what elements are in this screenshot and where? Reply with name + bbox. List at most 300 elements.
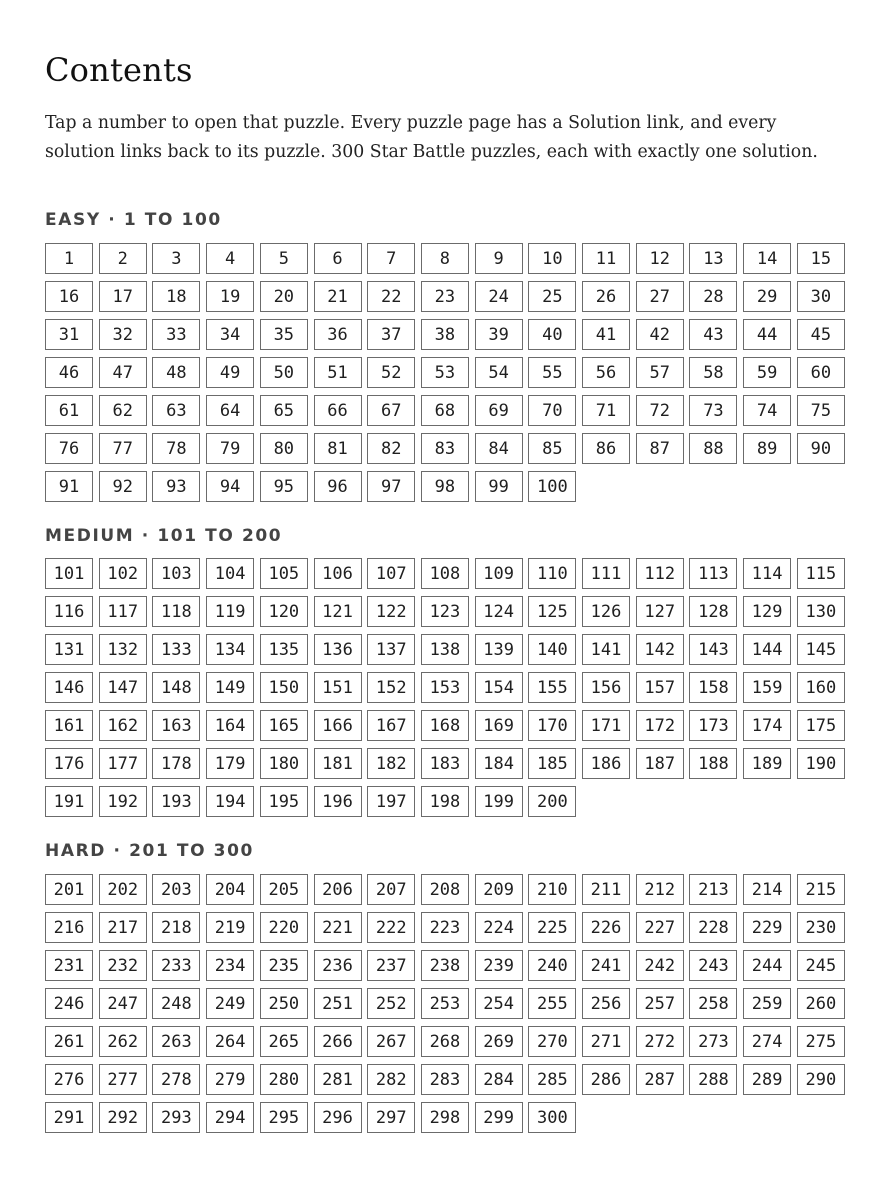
puzzle-link[interactable]: 61 xyxy=(45,395,93,426)
puzzle-link[interactable]: 9 xyxy=(475,243,523,274)
puzzle-link[interactable]: 11 xyxy=(582,243,630,274)
puzzle-link[interactable]: 87 xyxy=(636,433,684,464)
puzzle-link[interactable]: 47 xyxy=(99,357,147,388)
puzzle-link[interactable]: 266 xyxy=(314,1026,362,1057)
puzzle-link[interactable]: 282 xyxy=(367,1064,415,1095)
puzzle-link[interactable]: 199 xyxy=(475,786,523,817)
puzzle-link[interactable]: 22 xyxy=(367,281,415,312)
puzzle-link[interactable]: 98 xyxy=(421,471,469,502)
puzzle-link[interactable]: 140 xyxy=(528,634,576,665)
puzzle-link[interactable]: 96 xyxy=(314,471,362,502)
puzzle-link[interactable]: 298 xyxy=(421,1102,469,1133)
puzzle-link[interactable]: 270 xyxy=(528,1026,576,1057)
puzzle-link[interactable]: 49 xyxy=(206,357,254,388)
puzzle-link[interactable]: 45 xyxy=(797,319,845,350)
puzzle-link[interactable]: 23 xyxy=(421,281,469,312)
puzzle-link[interactable]: 200 xyxy=(528,786,576,817)
puzzle-link[interactable]: 163 xyxy=(152,710,200,741)
puzzle-link[interactable]: 297 xyxy=(367,1102,415,1133)
puzzle-link[interactable]: 290 xyxy=(797,1064,845,1095)
puzzle-link[interactable]: 265 xyxy=(260,1026,308,1057)
puzzle-link[interactable]: 60 xyxy=(797,357,845,388)
puzzle-link[interactable]: 132 xyxy=(99,634,147,665)
puzzle-link[interactable]: 19 xyxy=(206,281,254,312)
puzzle-link[interactable]: 153 xyxy=(421,672,469,703)
puzzle-link[interactable]: 125 xyxy=(528,596,576,627)
puzzle-link[interactable]: 165 xyxy=(260,710,308,741)
puzzle-link[interactable]: 10 xyxy=(528,243,576,274)
puzzle-link[interactable]: 210 xyxy=(528,874,576,905)
puzzle-link[interactable]: 211 xyxy=(582,874,630,905)
puzzle-link[interactable]: 299 xyxy=(475,1102,523,1133)
puzzle-link[interactable]: 114 xyxy=(743,558,791,589)
puzzle-link[interactable]: 267 xyxy=(367,1026,415,1057)
puzzle-link[interactable]: 166 xyxy=(314,710,362,741)
puzzle-link[interactable]: 190 xyxy=(797,748,845,779)
puzzle-link[interactable]: 251 xyxy=(314,988,362,1019)
puzzle-link[interactable]: 207 xyxy=(367,874,415,905)
puzzle-link[interactable]: 52 xyxy=(367,357,415,388)
puzzle-link[interactable]: 203 xyxy=(152,874,200,905)
puzzle-link[interactable]: 149 xyxy=(206,672,254,703)
puzzle-link[interactable]: 85 xyxy=(528,433,576,464)
puzzle-link[interactable]: 32 xyxy=(99,319,147,350)
puzzle-link[interactable]: 164 xyxy=(206,710,254,741)
puzzle-link[interactable]: 134 xyxy=(206,634,254,665)
puzzle-link[interactable]: 262 xyxy=(99,1026,147,1057)
puzzle-link[interactable]: 279 xyxy=(206,1064,254,1095)
puzzle-link[interactable]: 294 xyxy=(206,1102,254,1133)
puzzle-link[interactable]: 156 xyxy=(582,672,630,703)
puzzle-link[interactable]: 195 xyxy=(260,786,308,817)
puzzle-link[interactable]: 159 xyxy=(743,672,791,703)
puzzle-link[interactable]: 28 xyxy=(689,281,737,312)
puzzle-link[interactable]: 236 xyxy=(314,950,362,981)
puzzle-link[interactable]: 296 xyxy=(314,1102,362,1133)
puzzle-link[interactable]: 260 xyxy=(797,988,845,1019)
puzzle-link[interactable]: 204 xyxy=(206,874,254,905)
puzzle-link[interactable]: 100 xyxy=(528,471,576,502)
puzzle-link[interactable]: 276 xyxy=(45,1064,93,1095)
puzzle-link[interactable]: 120 xyxy=(260,596,308,627)
puzzle-link[interactable]: 66 xyxy=(314,395,362,426)
puzzle-link[interactable]: 94 xyxy=(206,471,254,502)
puzzle-link[interactable]: 62 xyxy=(99,395,147,426)
puzzle-link[interactable]: 124 xyxy=(475,596,523,627)
puzzle-link[interactable]: 42 xyxy=(636,319,684,350)
puzzle-link[interactable]: 287 xyxy=(636,1064,684,1095)
puzzle-link[interactable]: 4 xyxy=(206,243,254,274)
puzzle-link[interactable]: 206 xyxy=(314,874,362,905)
puzzle-link[interactable]: 272 xyxy=(636,1026,684,1057)
puzzle-link[interactable]: 281 xyxy=(314,1064,362,1095)
puzzle-link[interactable]: 107 xyxy=(367,558,415,589)
puzzle-link[interactable]: 283 xyxy=(421,1064,469,1095)
puzzle-link[interactable]: 278 xyxy=(152,1064,200,1095)
puzzle-link[interactable]: 225 xyxy=(528,912,576,943)
puzzle-link[interactable]: 259 xyxy=(743,988,791,1019)
puzzle-link[interactable]: 119 xyxy=(206,596,254,627)
puzzle-link[interactable]: 99 xyxy=(475,471,523,502)
puzzle-link[interactable]: 136 xyxy=(314,634,362,665)
puzzle-link[interactable]: 43 xyxy=(689,319,737,350)
puzzle-link[interactable]: 18 xyxy=(152,281,200,312)
puzzle-link[interactable]: 86 xyxy=(582,433,630,464)
puzzle-link[interactable]: 137 xyxy=(367,634,415,665)
puzzle-link[interactable]: 101 xyxy=(45,558,93,589)
puzzle-link[interactable]: 271 xyxy=(582,1026,630,1057)
puzzle-link[interactable]: 196 xyxy=(314,786,362,817)
puzzle-link[interactable]: 277 xyxy=(99,1064,147,1095)
puzzle-link[interactable]: 180 xyxy=(260,748,308,779)
puzzle-link[interactable]: 81 xyxy=(314,433,362,464)
puzzle-link[interactable]: 5 xyxy=(260,243,308,274)
puzzle-link[interactable]: 217 xyxy=(99,912,147,943)
puzzle-link[interactable]: 15 xyxy=(797,243,845,274)
puzzle-link[interactable]: 1 xyxy=(45,243,93,274)
puzzle-link[interactable]: 116 xyxy=(45,596,93,627)
puzzle-link[interactable]: 20 xyxy=(260,281,308,312)
puzzle-link[interactable]: 161 xyxy=(45,710,93,741)
puzzle-link[interactable]: 247 xyxy=(99,988,147,1019)
puzzle-link[interactable]: 72 xyxy=(636,395,684,426)
puzzle-link[interactable]: 75 xyxy=(797,395,845,426)
puzzle-link[interactable]: 241 xyxy=(582,950,630,981)
puzzle-link[interactable]: 17 xyxy=(99,281,147,312)
puzzle-link[interactable]: 122 xyxy=(367,596,415,627)
puzzle-link[interactable]: 123 xyxy=(421,596,469,627)
puzzle-link[interactable]: 183 xyxy=(421,748,469,779)
puzzle-link[interactable]: 70 xyxy=(528,395,576,426)
puzzle-link[interactable]: 230 xyxy=(797,912,845,943)
puzzle-link[interactable]: 69 xyxy=(475,395,523,426)
puzzle-link[interactable]: 176 xyxy=(45,748,93,779)
puzzle-link[interactable]: 178 xyxy=(152,748,200,779)
puzzle-link[interactable]: 143 xyxy=(689,634,737,665)
puzzle-link[interactable]: 34 xyxy=(206,319,254,350)
puzzle-link[interactable]: 237 xyxy=(367,950,415,981)
puzzle-link[interactable]: 21 xyxy=(314,281,362,312)
puzzle-link[interactable]: 222 xyxy=(367,912,415,943)
puzzle-link[interactable]: 38 xyxy=(421,319,469,350)
puzzle-link[interactable]: 31 xyxy=(45,319,93,350)
puzzle-link[interactable]: 108 xyxy=(421,558,469,589)
puzzle-link[interactable]: 117 xyxy=(99,596,147,627)
puzzle-link[interactable]: 133 xyxy=(152,634,200,665)
puzzle-link[interactable]: 142 xyxy=(636,634,684,665)
puzzle-link[interactable]: 191 xyxy=(45,786,93,817)
puzzle-link[interactable]: 128 xyxy=(689,596,737,627)
puzzle-link[interactable]: 264 xyxy=(206,1026,254,1057)
puzzle-link[interactable]: 232 xyxy=(99,950,147,981)
puzzle-link[interactable]: 160 xyxy=(797,672,845,703)
puzzle-link[interactable]: 189 xyxy=(743,748,791,779)
puzzle-link[interactable]: 39 xyxy=(475,319,523,350)
puzzle-link[interactable]: 201 xyxy=(45,874,93,905)
puzzle-link[interactable]: 187 xyxy=(636,748,684,779)
puzzle-link[interactable]: 167 xyxy=(367,710,415,741)
puzzle-link[interactable]: 151 xyxy=(314,672,362,703)
puzzle-link[interactable]: 186 xyxy=(582,748,630,779)
puzzle-link[interactable]: 268 xyxy=(421,1026,469,1057)
puzzle-link[interactable]: 174 xyxy=(743,710,791,741)
puzzle-link[interactable]: 192 xyxy=(99,786,147,817)
puzzle-link[interactable]: 36 xyxy=(314,319,362,350)
puzzle-link[interactable]: 256 xyxy=(582,988,630,1019)
puzzle-link[interactable]: 127 xyxy=(636,596,684,627)
puzzle-link[interactable]: 177 xyxy=(99,748,147,779)
puzzle-link[interactable]: 157 xyxy=(636,672,684,703)
puzzle-link[interactable]: 194 xyxy=(206,786,254,817)
puzzle-link[interactable]: 71 xyxy=(582,395,630,426)
puzzle-link[interactable]: 67 xyxy=(367,395,415,426)
puzzle-link[interactable]: 121 xyxy=(314,596,362,627)
puzzle-link[interactable]: 73 xyxy=(689,395,737,426)
puzzle-link[interactable]: 238 xyxy=(421,950,469,981)
puzzle-link[interactable]: 261 xyxy=(45,1026,93,1057)
puzzle-link[interactable]: 253 xyxy=(421,988,469,1019)
puzzle-link[interactable]: 7 xyxy=(367,243,415,274)
puzzle-link[interactable]: 56 xyxy=(582,357,630,388)
puzzle-link[interactable]: 90 xyxy=(797,433,845,464)
puzzle-link[interactable]: 162 xyxy=(99,710,147,741)
puzzle-link[interactable]: 74 xyxy=(743,395,791,426)
puzzle-link[interactable]: 240 xyxy=(528,950,576,981)
puzzle-link[interactable]: 65 xyxy=(260,395,308,426)
puzzle-link[interactable]: 84 xyxy=(475,433,523,464)
puzzle-link[interactable]: 184 xyxy=(475,748,523,779)
puzzle-link[interactable]: 286 xyxy=(582,1064,630,1095)
puzzle-link[interactable]: 245 xyxy=(797,950,845,981)
puzzle-link[interactable]: 289 xyxy=(743,1064,791,1095)
puzzle-link[interactable]: 146 xyxy=(45,672,93,703)
puzzle-link[interactable]: 139 xyxy=(475,634,523,665)
puzzle-link[interactable]: 293 xyxy=(152,1102,200,1133)
puzzle-link[interactable]: 258 xyxy=(689,988,737,1019)
puzzle-link[interactable]: 193 xyxy=(152,786,200,817)
puzzle-link[interactable]: 208 xyxy=(421,874,469,905)
puzzle-link[interactable]: 169 xyxy=(475,710,523,741)
puzzle-link[interactable]: 138 xyxy=(421,634,469,665)
puzzle-link[interactable]: 173 xyxy=(689,710,737,741)
puzzle-link[interactable]: 135 xyxy=(260,634,308,665)
puzzle-link[interactable]: 110 xyxy=(528,558,576,589)
puzzle-link[interactable]: 254 xyxy=(475,988,523,1019)
puzzle-link[interactable]: 53 xyxy=(421,357,469,388)
puzzle-link[interactable]: 8 xyxy=(421,243,469,274)
puzzle-link[interactable]: 27 xyxy=(636,281,684,312)
puzzle-link[interactable]: 295 xyxy=(260,1102,308,1133)
puzzle-link[interactable]: 93 xyxy=(152,471,200,502)
puzzle-link[interactable]: 150 xyxy=(260,672,308,703)
puzzle-link[interactable]: 78 xyxy=(152,433,200,464)
puzzle-link[interactable]: 175 xyxy=(797,710,845,741)
puzzle-link[interactable]: 182 xyxy=(367,748,415,779)
puzzle-link[interactable]: 14 xyxy=(743,243,791,274)
puzzle-link[interactable]: 280 xyxy=(260,1064,308,1095)
puzzle-link[interactable]: 216 xyxy=(45,912,93,943)
puzzle-link[interactable]: 112 xyxy=(636,558,684,589)
puzzle-link[interactable]: 33 xyxy=(152,319,200,350)
puzzle-link[interactable]: 88 xyxy=(689,433,737,464)
puzzle-link[interactable]: 154 xyxy=(475,672,523,703)
puzzle-link[interactable]: 144 xyxy=(743,634,791,665)
puzzle-link[interactable]: 235 xyxy=(260,950,308,981)
puzzle-link[interactable]: 41 xyxy=(582,319,630,350)
puzzle-link[interactable]: 214 xyxy=(743,874,791,905)
puzzle-link[interactable]: 213 xyxy=(689,874,737,905)
puzzle-link[interactable]: 130 xyxy=(797,596,845,627)
puzzle-link[interactable]: 91 xyxy=(45,471,93,502)
puzzle-link[interactable]: 51 xyxy=(314,357,362,388)
puzzle-link[interactable]: 109 xyxy=(475,558,523,589)
puzzle-link[interactable]: 205 xyxy=(260,874,308,905)
puzzle-link[interactable]: 102 xyxy=(99,558,147,589)
puzzle-link[interactable]: 82 xyxy=(367,433,415,464)
puzzle-link[interactable]: 16 xyxy=(45,281,93,312)
puzzle-link[interactable]: 115 xyxy=(797,558,845,589)
puzzle-link[interactable]: 269 xyxy=(475,1026,523,1057)
puzzle-link[interactable]: 24 xyxy=(475,281,523,312)
puzzle-link[interactable]: 64 xyxy=(206,395,254,426)
puzzle-link[interactable]: 198 xyxy=(421,786,469,817)
puzzle-link[interactable]: 68 xyxy=(421,395,469,426)
puzzle-link[interactable]: 197 xyxy=(367,786,415,817)
puzzle-link[interactable]: 220 xyxy=(260,912,308,943)
puzzle-link[interactable]: 263 xyxy=(152,1026,200,1057)
puzzle-link[interactable]: 105 xyxy=(260,558,308,589)
puzzle-link[interactable]: 246 xyxy=(45,988,93,1019)
puzzle-link[interactable]: 219 xyxy=(206,912,254,943)
puzzle-link[interactable]: 229 xyxy=(743,912,791,943)
puzzle-link[interactable]: 35 xyxy=(260,319,308,350)
puzzle-link[interactable]: 274 xyxy=(743,1026,791,1057)
puzzle-link[interactable]: 54 xyxy=(475,357,523,388)
puzzle-link[interactable]: 212 xyxy=(636,874,684,905)
puzzle-link[interactable]: 250 xyxy=(260,988,308,1019)
puzzle-link[interactable]: 234 xyxy=(206,950,254,981)
puzzle-link[interactable]: 218 xyxy=(152,912,200,943)
puzzle-link[interactable]: 141 xyxy=(582,634,630,665)
puzzle-link[interactable]: 239 xyxy=(475,950,523,981)
puzzle-link[interactable]: 3 xyxy=(152,243,200,274)
puzzle-link[interactable]: 77 xyxy=(99,433,147,464)
puzzle-link[interactable]: 106 xyxy=(314,558,362,589)
puzzle-link[interactable]: 25 xyxy=(528,281,576,312)
puzzle-link[interactable]: 29 xyxy=(743,281,791,312)
puzzle-link[interactable]: 118 xyxy=(152,596,200,627)
puzzle-link[interactable]: 288 xyxy=(689,1064,737,1095)
puzzle-link[interactable]: 226 xyxy=(582,912,630,943)
puzzle-link[interactable]: 152 xyxy=(367,672,415,703)
puzzle-link[interactable]: 228 xyxy=(689,912,737,943)
puzzle-link[interactable]: 76 xyxy=(45,433,93,464)
puzzle-link[interactable]: 48 xyxy=(152,357,200,388)
puzzle-link[interactable]: 179 xyxy=(206,748,254,779)
puzzle-link[interactable]: 170 xyxy=(528,710,576,741)
puzzle-link[interactable]: 113 xyxy=(689,558,737,589)
puzzle-link[interactable]: 221 xyxy=(314,912,362,943)
puzzle-link[interactable]: 158 xyxy=(689,672,737,703)
puzzle-link[interactable]: 171 xyxy=(582,710,630,741)
puzzle-link[interactable]: 231 xyxy=(45,950,93,981)
puzzle-link[interactable]: 55 xyxy=(528,357,576,388)
puzzle-link[interactable]: 2 xyxy=(99,243,147,274)
puzzle-link[interactable]: 103 xyxy=(152,558,200,589)
puzzle-link[interactable]: 252 xyxy=(367,988,415,1019)
puzzle-link[interactable]: 202 xyxy=(99,874,147,905)
puzzle-link[interactable]: 155 xyxy=(528,672,576,703)
puzzle-link[interactable]: 223 xyxy=(421,912,469,943)
puzzle-link[interactable]: 224 xyxy=(475,912,523,943)
puzzle-link[interactable]: 227 xyxy=(636,912,684,943)
puzzle-link[interactable]: 209 xyxy=(475,874,523,905)
puzzle-link[interactable]: 291 xyxy=(45,1102,93,1133)
puzzle-link[interactable]: 50 xyxy=(260,357,308,388)
puzzle-link[interactable]: 104 xyxy=(206,558,254,589)
puzzle-link[interactable]: 257 xyxy=(636,988,684,1019)
puzzle-link[interactable]: 89 xyxy=(743,433,791,464)
puzzle-link[interactable]: 148 xyxy=(152,672,200,703)
puzzle-link[interactable]: 59 xyxy=(743,357,791,388)
puzzle-link[interactable]: 255 xyxy=(528,988,576,1019)
puzzle-link[interactable]: 243 xyxy=(689,950,737,981)
puzzle-link[interactable]: 44 xyxy=(743,319,791,350)
puzzle-link[interactable]: 30 xyxy=(797,281,845,312)
puzzle-link[interactable]: 46 xyxy=(45,357,93,388)
puzzle-link[interactable]: 185 xyxy=(528,748,576,779)
puzzle-link[interactable]: 285 xyxy=(528,1064,576,1095)
puzzle-link[interactable]: 215 xyxy=(797,874,845,905)
puzzle-link[interactable]: 284 xyxy=(475,1064,523,1095)
puzzle-link[interactable]: 57 xyxy=(636,357,684,388)
puzzle-link[interactable]: 145 xyxy=(797,634,845,665)
puzzle-link[interactable]: 249 xyxy=(206,988,254,1019)
puzzle-link[interactable]: 147 xyxy=(99,672,147,703)
puzzle-link[interactable]: 131 xyxy=(45,634,93,665)
puzzle-link[interactable]: 188 xyxy=(689,748,737,779)
puzzle-link[interactable]: 13 xyxy=(689,243,737,274)
puzzle-link[interactable]: 26 xyxy=(582,281,630,312)
puzzle-link[interactable]: 275 xyxy=(797,1026,845,1057)
puzzle-link[interactable]: 300 xyxy=(528,1102,576,1133)
puzzle-link[interactable]: 6 xyxy=(314,243,362,274)
puzzle-link[interactable]: 80 xyxy=(260,433,308,464)
puzzle-link[interactable]: 129 xyxy=(743,596,791,627)
puzzle-link[interactable]: 273 xyxy=(689,1026,737,1057)
puzzle-link[interactable]: 242 xyxy=(636,950,684,981)
puzzle-link[interactable]: 111 xyxy=(582,558,630,589)
puzzle-link[interactable]: 172 xyxy=(636,710,684,741)
puzzle-link[interactable]: 58 xyxy=(689,357,737,388)
puzzle-link[interactable]: 83 xyxy=(421,433,469,464)
puzzle-link[interactable]: 97 xyxy=(367,471,415,502)
puzzle-link[interactable]: 79 xyxy=(206,433,254,464)
puzzle-link[interactable]: 181 xyxy=(314,748,362,779)
puzzle-link[interactable]: 244 xyxy=(743,950,791,981)
puzzle-link[interactable]: 63 xyxy=(152,395,200,426)
puzzle-link[interactable]: 168 xyxy=(421,710,469,741)
puzzle-link[interactable]: 12 xyxy=(636,243,684,274)
puzzle-link[interactable]: 92 xyxy=(99,471,147,502)
puzzle-link[interactable]: 37 xyxy=(367,319,415,350)
puzzle-link[interactable]: 95 xyxy=(260,471,308,502)
puzzle-link[interactable]: 292 xyxy=(99,1102,147,1133)
puzzle-link[interactable]: 248 xyxy=(152,988,200,1019)
puzzle-link[interactable]: 233 xyxy=(152,950,200,981)
puzzle-link[interactable]: 126 xyxy=(582,596,630,627)
puzzle-link[interactable]: 40 xyxy=(528,319,576,350)
